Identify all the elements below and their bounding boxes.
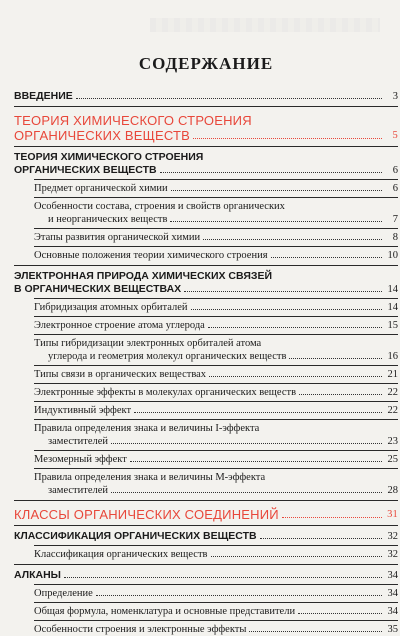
toc-entry-label: ВВЕДЕНИЕ [14,90,73,102]
toc-entry-label-line-2: и неорганических веществ [48,214,168,225]
leader-dots [260,538,382,539]
toc-entry[interactable] [14,422,398,448]
divider [34,298,398,299]
divider [34,450,398,451]
toc-entry-page: 28 [387,485,398,496]
toc-entry-page: 22 [387,405,398,416]
leader-dots [170,221,382,222]
toc-entry-page: 21 [387,369,398,380]
leader-dots [64,577,382,578]
toc-entry-label: Предмет органической химии [34,183,168,194]
toc-entry-page: 25 [387,454,398,465]
divider [34,401,398,402]
toc-entry[interactable] [14,471,398,497]
toc-entry[interactable] [14,605,398,618]
toc-entry-page: 7 [392,214,398,225]
leader-dots [298,613,382,614]
leader-dots [193,138,382,139]
divider [34,365,398,366]
toc-entry-page: 23 [387,436,398,447]
toc-entry-page: 6 [392,183,398,194]
toc-entry[interactable] [14,368,398,381]
divider [34,179,398,180]
divider [34,468,398,469]
section-title-line-1: ЭЛЕКТРОННАЯ ПРИРОДА ХИМИЧЕСКИХ СВЯЗЕЙ [14,270,273,282]
toc-entry-page: 6 [392,165,398,176]
toc-entry[interactable] [14,337,398,363]
toc-entry[interactable] [14,548,398,561]
divider [34,197,398,198]
divider [14,106,398,107]
divider [34,228,398,229]
toc-entry-label: Типы связи в органических веществах [34,369,207,380]
divider [34,545,398,546]
toc-entry[interactable] [14,182,398,195]
leader-dots [209,376,382,377]
toc-entry-page: 32 [387,549,398,560]
page-title: СОДЕРЖАНИЕ [138,54,274,73]
leader-dots [249,631,382,632]
faint-background-print [150,18,380,32]
leader-dots [171,190,382,191]
toc-entry-label-line-2: углерода и геометрия молекул органических веществ [48,351,287,362]
toc-entry[interactable] [14,301,398,314]
leader-dots [160,172,382,173]
divider [34,334,398,335]
toc-entry-page: 14 [387,302,398,313]
divider [14,564,398,565]
toc-entry-page: 34 [387,570,398,581]
toc-entry-label: Электронные эффекты в молекулах органических веществ [34,387,297,398]
leader-dots [211,556,383,557]
section-title-line-2: ОРГАНИЧЕСКИХ ВЕЩЕСТВ [14,164,157,176]
leader-dots [289,358,382,359]
toc-entry-page: 31 [387,509,398,520]
divider [34,246,398,247]
leader-dots [96,595,382,596]
chapter-title-line-1: ТЕОРИЯ ХИМИЧЕСКОГО СТРОЕНИЯ [14,113,252,128]
toc-entry[interactable] [14,386,398,399]
toc-entry-page: 3 [392,91,398,102]
toc-entry[interactable] [14,249,398,262]
toc-entry-label: Классификация органических веществ [34,549,208,560]
toc-entry-label-line-2: заместителей [48,485,109,496]
leader-dots [299,394,382,395]
toc-entry-page: 14 [387,284,398,295]
leader-dots [271,257,382,258]
divider [14,146,398,147]
section-title-line-1: ТЕОРИЯ ХИМИЧЕСКОГО СТРОЕНИЯ [14,151,204,163]
divider [14,500,398,501]
toc-entry-label-line-1: Правила определения знака и величины I-эффекта [34,423,260,434]
leader-dots [76,98,382,99]
toc-section-1[interactable] [14,151,398,177]
toc-entry-intro[interactable] [14,90,398,103]
toc-entry-label: Гибридизация атомных орбиталей [34,302,188,313]
divider [34,419,398,420]
chapter-title-line-2: ОРГАНИЧЕСКИХ ВЕЩЕСТВ [14,128,191,143]
section-title: АЛКАНЫ [14,569,61,581]
leader-dots [130,461,382,462]
toc-entry[interactable] [14,623,398,636]
toc-entry-label: Особенности строения и электронные эффекты [34,624,247,635]
toc-entry[interactable] [14,453,398,466]
toc-entry[interactable] [14,319,398,332]
toc-entry-page: 32 [387,531,398,542]
leader-dots [111,492,382,493]
toc-entry[interactable] [14,200,398,226]
toc-chapter-2[interactable] [14,507,398,522]
toc-section-2[interactable] [14,270,398,296]
toc-entry-page: 15 [387,320,398,331]
leader-dots [111,443,382,444]
chapter-title: КЛАССЫ ОРГАНИЧЕСКИХ СОЕДИНЕНИЙ [14,507,279,522]
leader-dots [208,327,382,328]
leader-dots [184,291,382,292]
toc-entry-label: Этапы развития органической химии [34,232,201,243]
leader-dots [203,239,382,240]
toc-entry-page: 10 [387,250,398,261]
toc-entry-label: Определение [34,588,93,599]
divider [14,265,398,266]
divider [34,316,398,317]
toc-entry-page: 16 [387,351,398,362]
toc-page [14,54,398,636]
toc-entry-label: Электронное строение атома углерода [34,320,205,331]
toc-entry-label-line-1: Правила определения знака и величины М-эффекта [34,472,266,483]
toc-entry-label: Мезомерный эффект [34,454,127,465]
toc-chapter-1[interactable] [14,113,398,143]
toc-entry-label: Общая формула, номенклатура и основные представители [34,606,296,617]
toc-entry[interactable] [14,587,398,600]
toc-entry-page: 34 [387,606,398,617]
leader-dots [134,412,382,413]
section-title: КЛАССИФИКАЦИЯ ОРГАНИЧЕСКИХ ВЕЩЕСТВ [14,530,257,542]
toc-entry-label-line-2: заместителей [48,436,109,447]
toc-section-3[interactable] [14,530,398,543]
divider [34,620,398,621]
toc-entry-label-line-1: Особенности состава, строения и свойств органических [34,201,285,212]
toc-entry-page: 35 [387,624,398,635]
toc-entry-page: 5 [392,130,398,141]
leader-dots [282,517,382,518]
toc-entry-page: 8 [392,232,398,243]
toc-entry[interactable] [14,404,398,417]
toc-entry-label-line-1: Типы гибридизации электронных орбиталей атома [34,338,262,349]
section-title-line-2: В ОРГАНИЧЕСКИХ ВЕЩЕСТВАХ [14,283,182,295]
toc-entry-page: 22 [387,387,398,398]
toc-entry-label: Основные положения теории химического строения [34,250,268,261]
divider [34,383,398,384]
divider [14,525,398,526]
divider [34,602,398,603]
divider [34,584,398,585]
toc-entry-label: Индуктивный эффект [34,405,132,416]
toc-entry[interactable] [14,231,398,244]
toc-section-4[interactable] [14,569,398,582]
toc-entry-page: 34 [387,588,398,599]
leader-dots [191,309,383,310]
